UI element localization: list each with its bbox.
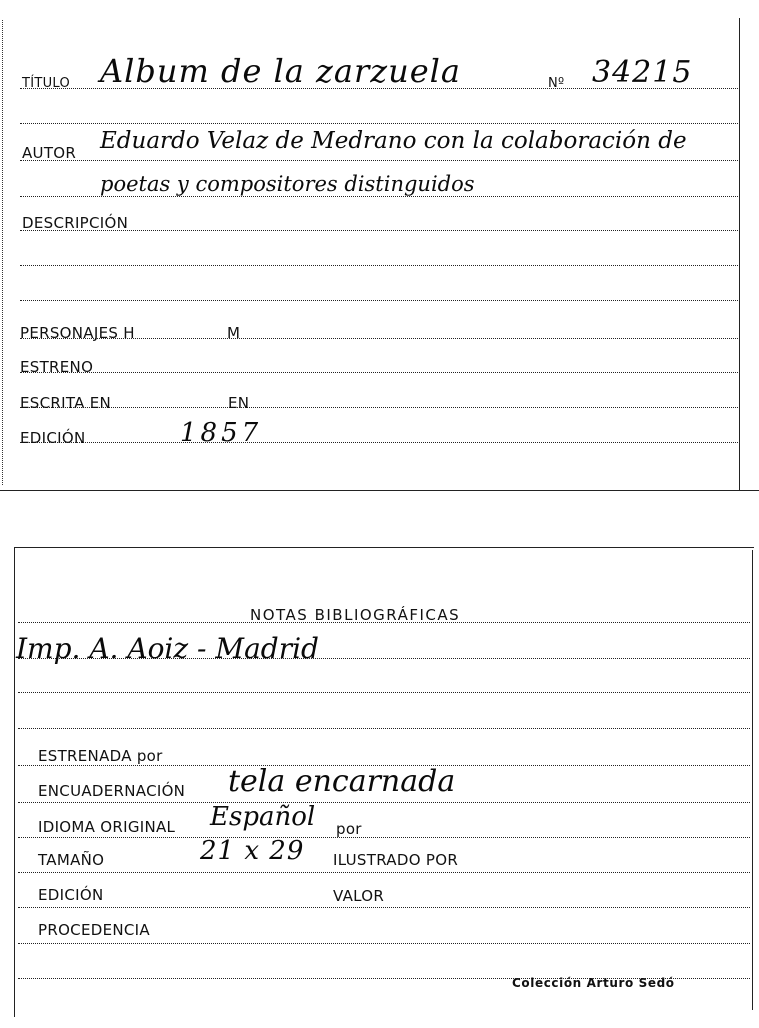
descripcion-label: DESCRIPCIÓN bbox=[22, 214, 129, 232]
bottom-edicion-label: EDICIÓN bbox=[38, 886, 104, 904]
encuadernacion-value: tela encarnada bbox=[228, 764, 456, 799]
tamano-label: TAMAÑO bbox=[38, 851, 105, 869]
top-card-left-edge bbox=[2, 20, 3, 485]
top-index-card bbox=[0, 0, 759, 495]
coleccion-label: Colección Arturo Sedó bbox=[512, 976, 675, 990]
titulo-label: TÍTULO bbox=[22, 76, 71, 91]
edicion-label: EDICIÓN bbox=[20, 429, 86, 447]
escrita-en-label: EN bbox=[228, 394, 250, 412]
rule-line-7 bbox=[20, 300, 738, 301]
notas-rule-3 bbox=[18, 692, 750, 693]
notas-rule-6 bbox=[18, 802, 750, 803]
rule-line-9 bbox=[20, 372, 738, 373]
notas-rule-8 bbox=[18, 872, 750, 873]
tamano-value: 21 x 29 bbox=[200, 836, 305, 866]
notas-rule-10 bbox=[18, 943, 750, 944]
bottom-index-card bbox=[0, 540, 759, 1028]
top-card-right-border bbox=[739, 18, 740, 490]
rule-line-3 bbox=[20, 160, 738, 161]
notas-title: NOTAS BIBLIOGRÁFICAS bbox=[250, 606, 461, 624]
edicion-value: 1857 bbox=[180, 418, 263, 448]
autor-value-line1: Eduardo Velaz de Medrano con la colaboración de bbox=[100, 128, 687, 154]
rule-line-4 bbox=[20, 196, 738, 197]
notas-rule-9 bbox=[18, 907, 750, 908]
titulo-value: Album de la zarzuela bbox=[100, 52, 461, 90]
personajes-label: PERSONAJES H bbox=[20, 324, 135, 342]
autor-value-line2: poetas y compositores distinguidos bbox=[100, 172, 475, 196]
notas-rule-7 bbox=[18, 837, 750, 838]
rule-line-10 bbox=[20, 407, 738, 408]
bottom-card-top-border bbox=[14, 547, 754, 548]
numero-value: 34215 bbox=[592, 55, 693, 90]
rule-line-6 bbox=[20, 265, 738, 266]
numero-label: Nº bbox=[548, 76, 565, 91]
escrita-label: ESCRITA EN bbox=[20, 394, 112, 412]
bottom-card-left-border bbox=[14, 547, 15, 1017]
notas-rule-4 bbox=[18, 728, 750, 729]
procedencia-label: PROCEDENCIA bbox=[38, 921, 150, 939]
idioma-label: IDIOMA ORIGINAL bbox=[38, 818, 176, 836]
estreno-label: ESTRENO bbox=[20, 358, 94, 376]
rule-line-11 bbox=[20, 442, 738, 443]
bottom-card-right-border bbox=[752, 550, 753, 1010]
autor-label: AUTOR bbox=[22, 144, 77, 162]
top-card-bottom-border bbox=[0, 490, 759, 491]
encuadernacion-label: ENCUADERNACIÓN bbox=[38, 782, 186, 800]
ilustrado-label: ILUSTRADO POR bbox=[333, 851, 459, 869]
idioma-value: Español bbox=[210, 802, 316, 832]
idioma-por-label: por bbox=[336, 820, 362, 838]
valor-label: VALOR bbox=[333, 887, 385, 905]
rule-line-2 bbox=[20, 123, 738, 124]
notas-value: Imp. A. Aoiz - Madrid bbox=[16, 632, 319, 665]
personajes-m-label: M bbox=[227, 324, 241, 342]
estrenada-label: ESTRENADA por bbox=[38, 747, 163, 765]
